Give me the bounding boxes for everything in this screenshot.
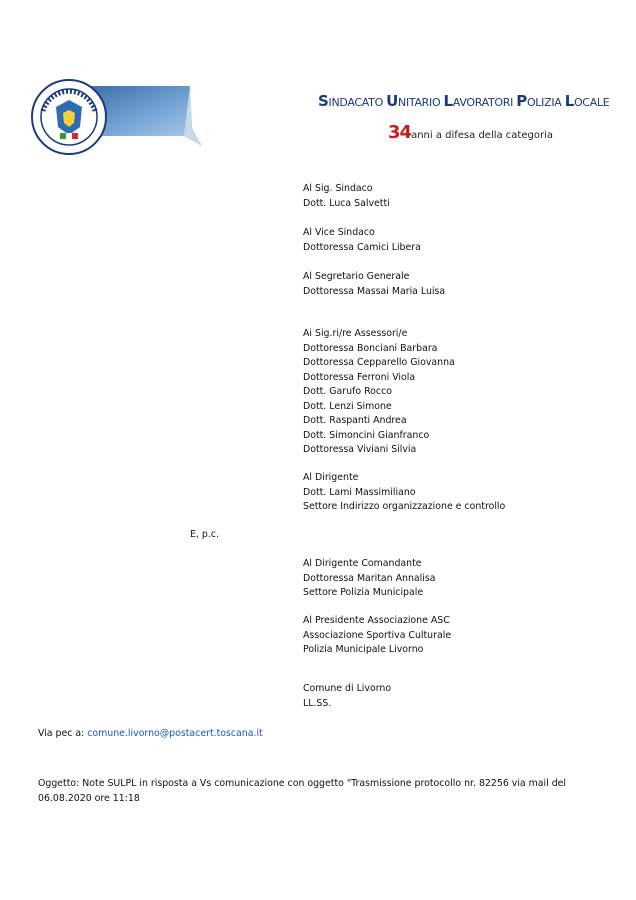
union-name-initial: L (443, 92, 453, 110)
recipient-line: Al Sig. Sindaco (303, 183, 373, 194)
recipient-line: Dottoressa Bonciani Barbara (303, 342, 438, 354)
cc-label: E, p.c. (190, 529, 219, 540)
union-name-initial: P (516, 92, 527, 110)
union-name-initial: S (318, 92, 329, 110)
recipient-line: Dottoressa Camici Libera (303, 241, 421, 253)
recipient-sindaco (303, 182, 390, 211)
recipient-line: Dott. Lami Massimiliano (303, 486, 416, 498)
subject-line (38, 777, 598, 806)
police-badge-icon (30, 78, 108, 156)
recipient-line: Dott. Raspanti Andrea (303, 415, 407, 426)
recipient-dirigente (303, 471, 505, 515)
union-name-word: OCALE (573, 96, 610, 109)
recipient-line: Al Presidente Associazione ASC (303, 615, 450, 626)
recipient-line: Al Segretario Generale (303, 271, 410, 282)
recipient-line: Dott. Lenzi Simone (303, 400, 392, 412)
union-name-word: INDACATO (328, 96, 387, 109)
recipient-comune (303, 682, 391, 711)
union-name-word: NITARIO (398, 96, 444, 109)
recipient-line: Dottoressa Cepparello Giovanna (303, 357, 455, 368)
pec-email-link[interactable]: comune.livorno@postacert.toscana.it (87, 728, 263, 739)
years-number: 34 (388, 122, 412, 143)
recipient-segretario (303, 270, 445, 299)
recipient-line: Al Vice Sindaco (303, 227, 375, 238)
recipient-asc (303, 614, 451, 658)
via-pec-line (38, 728, 263, 739)
recipient-line: Settore Polizia Municipale (303, 587, 424, 598)
recipient-line: Dottoressa Viviani Silvia (303, 444, 417, 455)
recipient-line: Settore Indirizzo organizzazione e controllo (303, 501, 506, 512)
recipient-comandante (303, 557, 435, 601)
recipient-line: Dott. Luca Salvetti (303, 197, 390, 209)
years-text: anni a difesa della categoria (411, 130, 553, 141)
recipient-line: Associazione Sportiva Culturale (303, 629, 452, 641)
union-name-word: OLIZIA (526, 96, 565, 109)
recipient-line: LL.SS. (303, 697, 332, 709)
subject-text: Note SULPL in risposta a Vs comunicazione con oggetto "Trasmissione protocollo nr. 82256 via mail del 06.08.2020 ore 11:18 (38, 778, 567, 804)
subject-label: Oggetto: (38, 778, 80, 789)
recipient-assessori (303, 327, 455, 458)
recipient-line: Dottoressa Ferroni Viola (303, 371, 416, 383)
union-name (318, 92, 618, 110)
recipient-vice-sindaco (303, 226, 421, 255)
union-name-word: AVORATORI (452, 96, 517, 109)
union-tagline (388, 122, 628, 143)
via-pec-label: Via pec a: (38, 728, 85, 739)
recipient-line: Comune di Livorno (303, 683, 392, 694)
union-name-initial: U (386, 92, 399, 110)
recipient-line: Al Dirigente (303, 472, 359, 483)
recipient-line: Ai Sig.ri/re Assessori/e (303, 328, 408, 339)
recipient-line: Dott. Simoncini Gianfranco (303, 429, 430, 441)
union-name-initial: L (564, 92, 574, 110)
recipient-line: Dottoressa Maritan Annalisa (303, 572, 436, 584)
recipient-line: Polizia Municipale Livorno (303, 644, 424, 655)
recipient-line: Dott. Garufo Rocco (303, 386, 392, 397)
recipient-line: Dottoressa Massai Maria Luisa (303, 285, 446, 297)
recipient-line: Al Dirigente Comandante (303, 558, 422, 569)
letterhead-logo (30, 78, 220, 158)
